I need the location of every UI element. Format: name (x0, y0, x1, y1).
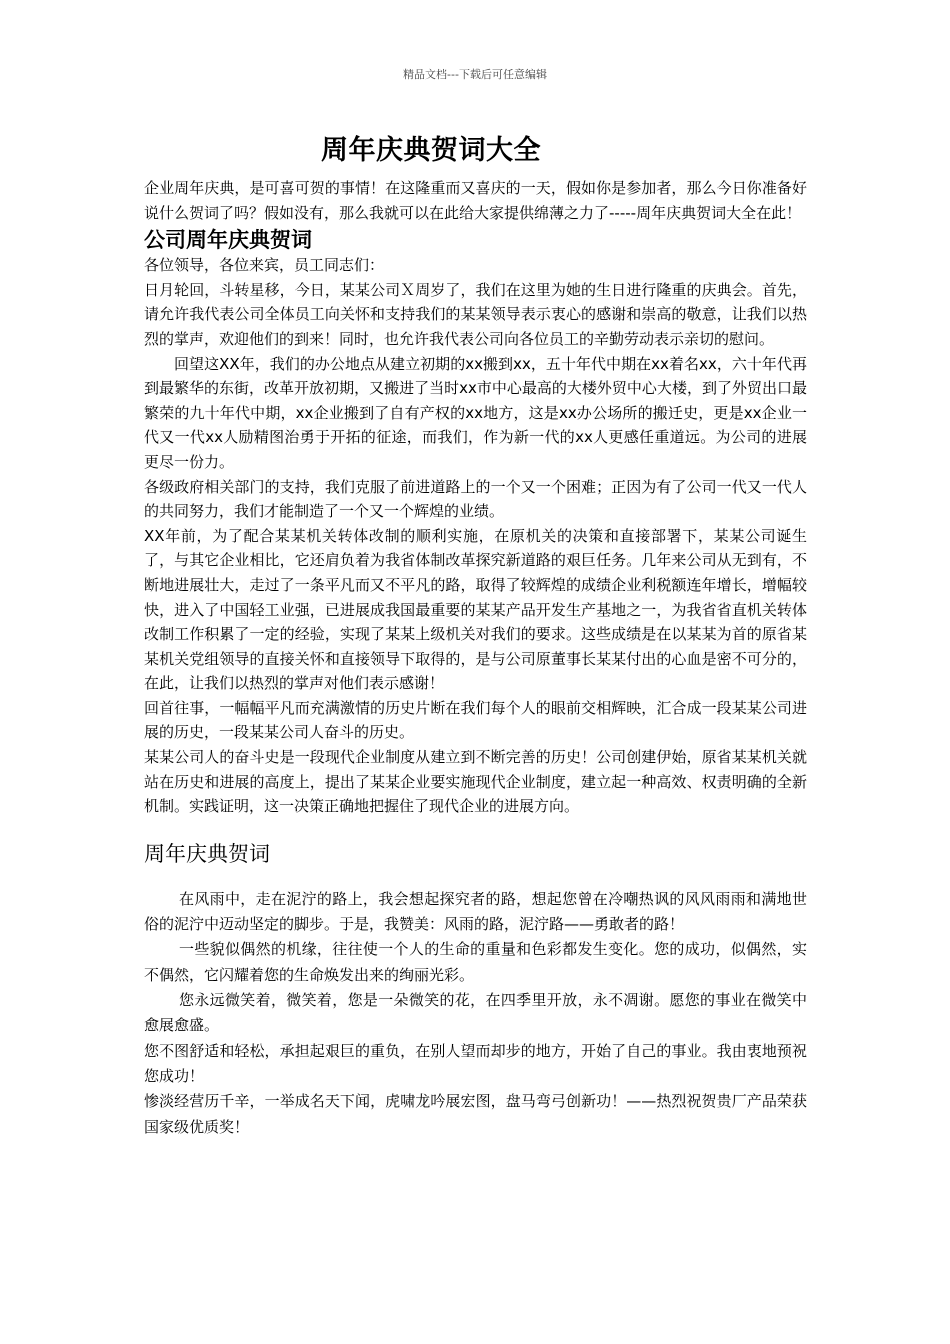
section1-paragraph: 某某公司人的奋斗史是一段现代企业制度从建立到不断完善的历史！公司创建伊始，原省某某机关就站在历史和进展的高度上，提出了某某企业要实施现代企业制度，建立起一种高效、权责明确的全新机制。实践证明，这一决策正确地把握住了现代企业的进展方向。 (144, 748, 807, 816)
intro-paragraph: 企业周年庆典，是可喜可贺的事情！在这隆重而又喜庆的一天，假如你是参加者，那么今日你准备好说什么贺词了吗？假如没有，那么我就可以在此给大家提供绵薄之力了-----周年庆典贺词大全在此！ (144, 179, 807, 222)
section2-paragraph: 一些貌似偶然的机缘，往往使一个人的生命的重量和色彩都发生变化。您的成功，似偶然，实不偶然，它闪耀着您的生命焕发出来的绚丽光彩。 (144, 940, 807, 984)
section1-paragraph: 回望这XX年，我们的办公地点从建立初期的xx搬到xx，五十年代中期在xx着名xx，六十年代再到最繁华的东街，改革开放初期，又搬进了当时xx市中心最高的大楼外贸中心大楼，到了外贸出口最繁荣的九十年代中期，xx企业搬到了自有产权的xx地方，这是xx办公场所的搬迁史，更是xx企业一代又一代xx人励精图治勇于开拓的征途，而我们，作为新一代的xx人更感任重道远。为公司的进展更尽一份力。 (144, 354, 807, 471)
section2-paragraph: 您永远微笑着，微笑着，您是一朵微笑的花，在四季里开放，永不凋谢。愿您的事业在微笑中愈展愈盛。 (144, 991, 807, 1035)
section2 (144, 839, 807, 1140)
section2-paragraph: 在风雨中，走在泥泞的路上，我会想起探究者的路，想起您曾在冷嘲热讽的风风雨雨和满地世俗的泥泞中迈动坚定的脚步。于是，我赞美：风雨的路，泥泞路——勇敢者的路！ (144, 889, 807, 934)
section1-paragraph: 各级政府相关部门的支持，我们克服了前进道路上的一个又一个困难；正因为有了公司一代又一代人的共同努力，我们才能制造了一个又一个辉煌的业绩。 (144, 477, 807, 521)
section2-paragraph: 惨淡经营历千辛，一举成名天下闻，虎啸龙吟展宏图，盘马弯弓创新功！——热烈祝贺贵厂产品荣获国家级优质奖！ (144, 1092, 807, 1136)
page-header: 精品文档---下载后可任意编辑 (403, 68, 547, 81)
section1-paragraph: XX年前，为了配合某某机关转体改制的顺利实施，在原机关的决策和直接部署下，某某公司诞生了，与其它企业相比，它还肩负着为我省体制改革探究新道路的艰巨任务。几年来公司从无到有，不断地进展壮大，走过了一条平凡而又不平凡的路，取得了较辉煌的成绩企业利税额连年增长，增幅较快，进入了中国轻工业强，已进展成我国最重要的某某产品开发生产基地之一，为我省省直机关转体改制工作积累了一定的经验，实现了某某上级机关对我们的要求。这些成绩是在以某某为首的原省某某机关党组领导的直接关怀和直接领导下取得的，是与公司原董事长某某付出的心血是密不可分的，在此，让我们以热烈的掌声对他们表示感谢！ (144, 526, 807, 693)
section1-paragraph: 日月轮回，斗转星移，今日，某某公司Ｘ周岁了，我们在这里为她的生日进行隆重的庆典会。首先，请允许我代表公司全体员工向关怀和支持我们的某某领导表示衷心的感谢和崇高的敬意，让我们以热烈的掌声，欢迎他们的到来！同时，也允许我代表公司向各位员工的辛勤劳动表示亲切的慰问。 (144, 280, 807, 348)
document-title: 周年庆典贺词大全 (321, 135, 541, 166)
document-body (144, 176, 807, 1140)
section2-paragraph: 您不图舒适和轻松，承担起艰巨的重负，在别人望而却步的地方，开始了自己的事业。我由衷地预祝您成功！ (144, 1041, 807, 1085)
section1-heading: 公司周年庆典贺词 (144, 228, 312, 253)
section1-paragraph: 回首往事，一幅幅平凡而充满激情的历史片断在我们每个人的眼前交相辉映，汇合成一段某某公司进展的历史，一段某某公司人奋斗的历史。 (144, 698, 807, 742)
section2-heading: 周年庆典贺词 (144, 841, 270, 866)
section1-paragraph: 各位领导，各位来宾，员工同志们： (144, 256, 385, 275)
